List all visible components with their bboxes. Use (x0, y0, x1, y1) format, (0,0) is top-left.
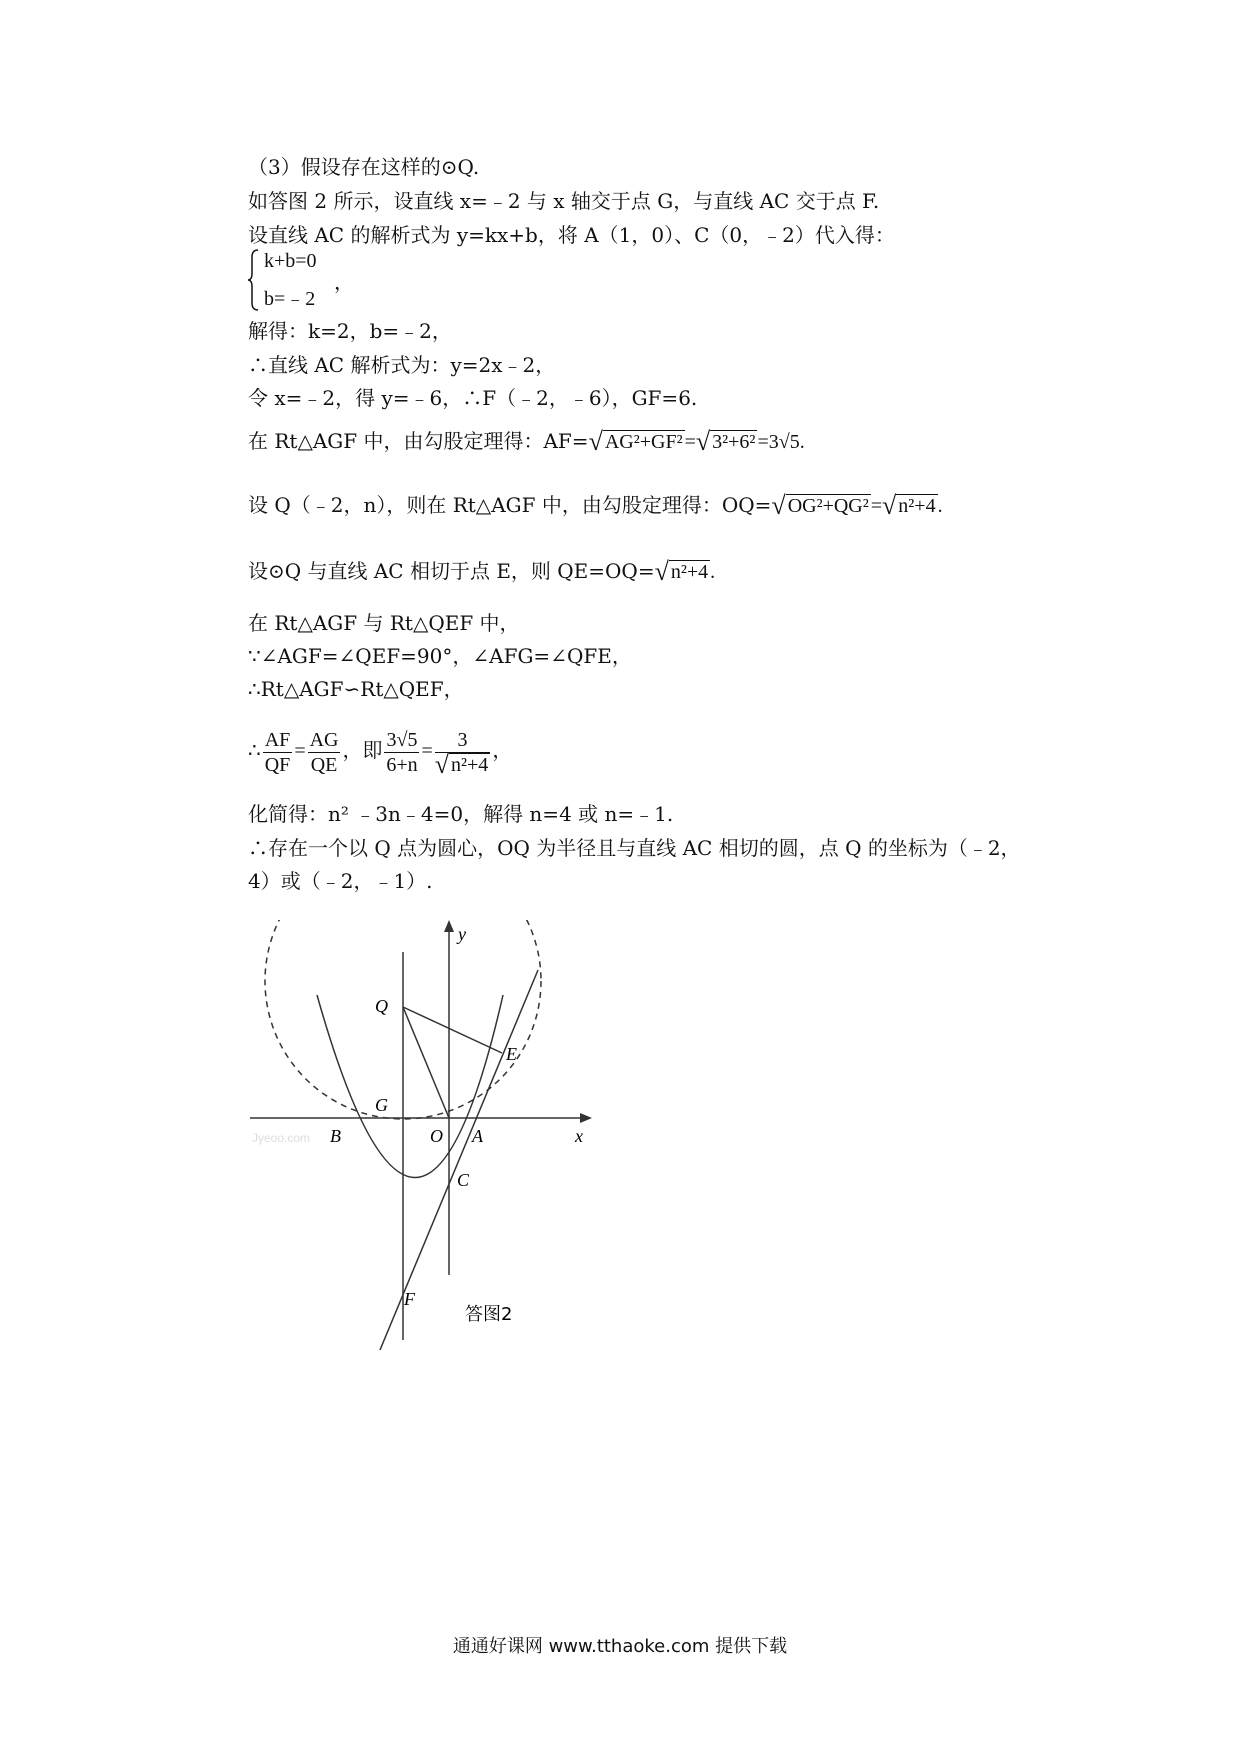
segment-qo (403, 1007, 449, 1118)
equation-brace (248, 249, 260, 311)
figure-answer-2 (240, 920, 600, 1360)
segment-qe (403, 1007, 502, 1053)
line-f-point: 令 x=﹣2，得 y=﹣6，∴F（﹣2，﹣6），GF=6. (248, 386, 698, 410)
af-formula: √ AG²+GF² =√ 3²+6² =3√5. (588, 427, 805, 456)
watermark-text: Jyeoo.com (252, 1131, 311, 1145)
line-conclusion-cont: 4）或（﹣2，﹣1）. (248, 869, 433, 893)
line-intro: 如答图 2 所示，设直线 x=﹣2 与 x 轴交于点 G，与直线 AC 交于点 F. (248, 189, 880, 213)
oq-text: 设 Q（﹣2，n），则在 Rt△AGF 中，由勾股定理得：OQ= (248, 493, 772, 517)
y-axis-arrow (444, 920, 454, 932)
line-similar: ∴Rt△AGF∽Rt△QEF， (248, 677, 464, 701)
label-o: O (430, 1126, 443, 1146)
oq-formula: √ OG²+QG² =√ n²+4 . (771, 491, 943, 520)
af-text: 在 Rt△AGF 中，由勾股定理得：AF= (248, 429, 589, 453)
line-angles: ∵∠AGF=∠QEF=90°，∠AFG=∠QFE， (248, 644, 632, 668)
line-ac-expr: ∴直线 AC 解析式为：y=2x﹣2， (248, 353, 556, 377)
ratio-formula: $\frac{AF}{QF}$ = $\frac{AG}{QE}$ ，即 $\frac{3√5}{6+n}$ = $\frac{3}{\text{√ n²+4}}$ ， (264, 728, 513, 779)
line-solve: 解得：k=2，b=﹣2， (248, 319, 452, 343)
line-ratio (248, 722, 512, 779)
label-x: x (575, 1126, 583, 1146)
system-eq1: k+b=0 (264, 250, 317, 272)
qe-formula: √ n²+4 . (654, 557, 716, 586)
label-c: C (457, 1170, 470, 1190)
label-g: G (375, 1095, 388, 1115)
line-simplify: 化简得：n² ﹣3n﹣4=0，解得 n=4 或 n=﹣1. (248, 802, 674, 826)
line-oq (248, 491, 943, 520)
label-y: y (458, 924, 466, 944)
line-triangles: 在 Rt△AGF 与 Rt△QEF 中， (248, 611, 520, 635)
line-qe (248, 557, 715, 586)
qe-text: 设⊙Q 与直线 AC 相切于点 E，则 QE=OQ= (248, 559, 655, 583)
label-q: Q (375, 996, 388, 1016)
label-f: F (404, 1289, 415, 1309)
page-footer: 通通好课网 www.tthaoke.com 提供下载 (452, 1636, 788, 1657)
line-part3: （3）假设存在这样的⊙Q. (248, 155, 480, 179)
ratio-therefore: ∴ (248, 738, 261, 762)
line-af (248, 427, 805, 456)
figure-caption: 答图2 (465, 1304, 513, 1325)
system-tail: ， (334, 272, 354, 294)
label-a: A (472, 1126, 483, 1146)
system-eq2: b=﹣2 (264, 288, 316, 310)
label-b: B (330, 1126, 341, 1146)
x-axis-arrow (580, 1113, 592, 1123)
line-conclusion: ∴存在一个以 Q 点为圆心，OQ 为半径且与直线 AC 相切的圆，点 Q 的坐标为（﹣2， (248, 836, 1021, 860)
label-e: E (506, 1044, 517, 1064)
line-setup: 设直线 AC 的解析式为 y=kx+b，将 A（1，0）、C（0，﹣2）代入得： (248, 223, 895, 247)
